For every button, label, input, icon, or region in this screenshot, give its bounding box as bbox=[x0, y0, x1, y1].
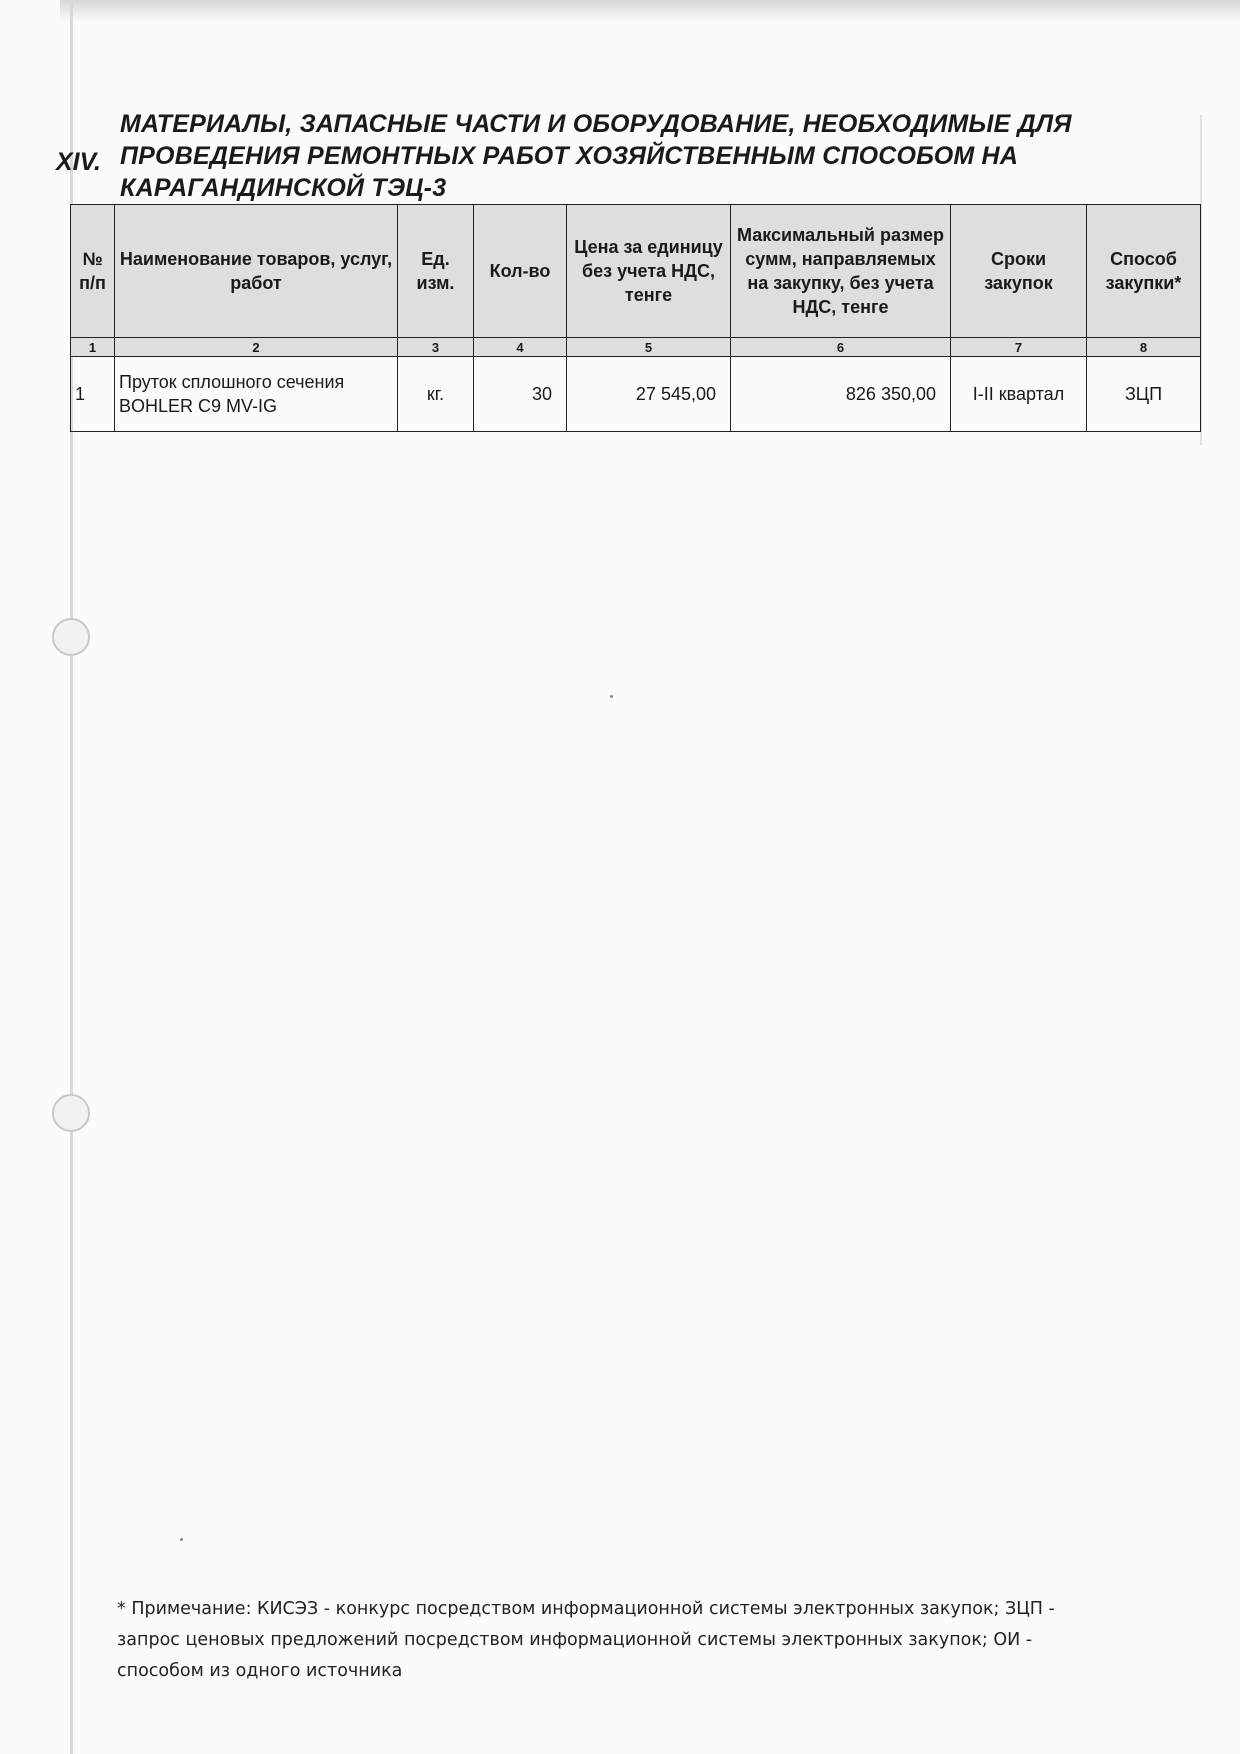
section-number: XIV. bbox=[56, 148, 101, 176]
header-cell-number: № п/п bbox=[71, 205, 115, 338]
header-cell-total: Максимальный размер сумм, направляемых на закупку, без учета НДС, тенге bbox=[731, 205, 951, 338]
column-number: 1 bbox=[71, 338, 115, 357]
section-title-line: ПРОВЕДЕНИЯ РЕМОНТНЫХ РАБОТ ХОЗЯЙСТВЕННЫМ СПОСОБОМ НА bbox=[120, 142, 1019, 170]
header-cell-name: Наименование товаров, услуг, работ bbox=[115, 205, 398, 338]
column-number: 3 bbox=[398, 338, 474, 357]
scan-speck bbox=[610, 695, 613, 698]
section-title-line: КАРАГАНДИНСКОЙ ТЭЦ-3 bbox=[120, 174, 447, 202]
header-cell-price: Цена за единицу без учета НДС, тенге bbox=[567, 205, 731, 338]
cell-unit: кг. bbox=[398, 357, 474, 432]
punch-hole-icon bbox=[52, 618, 90, 656]
cell-method: ЗЦП bbox=[1087, 357, 1201, 432]
cell-period: I-II квартал bbox=[951, 357, 1087, 432]
table-row bbox=[71, 357, 1201, 432]
table-header-row bbox=[71, 205, 1201, 338]
column-number: 4 bbox=[474, 338, 567, 357]
header-cell-period: Сроки закупок bbox=[951, 205, 1087, 338]
header-cell-method: Способ закупки* bbox=[1087, 205, 1201, 338]
header-cell-unit: Ед. изм. bbox=[398, 205, 474, 338]
cell-price: 27 545,00 bbox=[567, 357, 731, 432]
cell-number: 1 bbox=[71, 357, 115, 432]
section-title-line: МАТЕРИАЛЫ, ЗАПАСНЫЕ ЧАСТИ И ОБОРУДОВАНИЕ, НЕОБХОДИМЫЕ ДЛЯ bbox=[120, 110, 1072, 138]
footnote: * Примечание: КИСЭЗ - конкурс посредством информационной системы электронных закупок; ЗЦП - запрос ценовых предложений посредством информационной системы электронных закупок; ОИ - способом из одного источника bbox=[117, 1599, 1055, 1681]
cell-total: 826 350,00 bbox=[731, 357, 951, 432]
cell-quantity: 30 bbox=[474, 357, 567, 432]
column-number: 2 bbox=[115, 338, 398, 357]
column-number: 6 bbox=[731, 338, 951, 357]
section-title bbox=[120, 108, 1080, 204]
header-cell-quantity: Кол-во bbox=[474, 205, 567, 338]
punch-hole-icon bbox=[52, 1094, 90, 1132]
scan-top-shadow bbox=[60, 0, 1240, 22]
cell-name: Пруток сплошного сечения BOHLER C9 MV-IG bbox=[115, 357, 398, 432]
column-number: 7 bbox=[951, 338, 1087, 357]
procurement-table bbox=[70, 204, 1201, 432]
scan-speck bbox=[180, 1538, 183, 1541]
column-number: 8 bbox=[1087, 338, 1201, 357]
column-number-row bbox=[71, 338, 1201, 357]
column-number: 5 bbox=[567, 338, 731, 357]
